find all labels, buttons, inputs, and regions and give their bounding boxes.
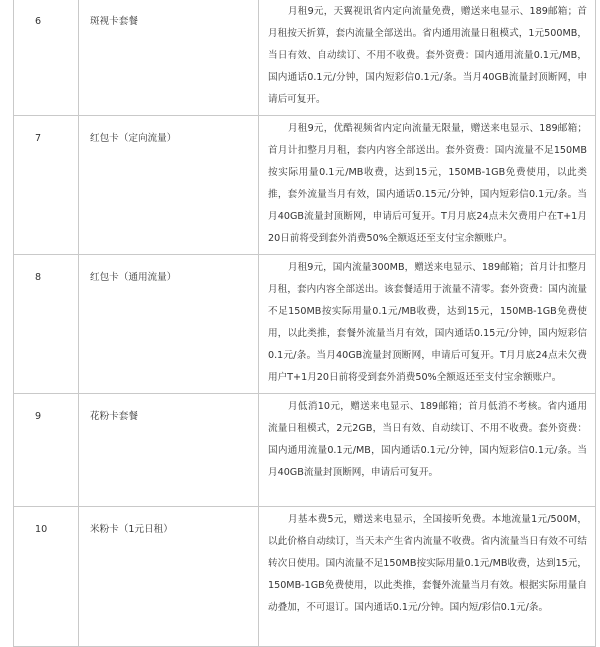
row-number: 10 (14, 507, 79, 647)
plan-name: 米粉卡（1元日租） (79, 507, 259, 647)
row-number: 6 (14, 0, 79, 116)
plan-description: 月基本费5元，赠送来电显示，全国接听免费。本地流量1元/500M，以此价格自动续订，当天未产生省内流量不收费。省内流量当日有效不可结转次日使用。国内流量不足150MB按实际用量0.1元/MB收费，达到15元，150MB-1GB免费使用，以此类推，套餐外流量当月有效。根据实际用量自动叠加，不可退订。国内通话0.1元/分钟。国内短/彩信0.1元/条。 (268, 514, 587, 613)
plan-name: 斑视卡套餐 (79, 0, 259, 116)
plan-table (13, 0, 596, 647)
row-number: 9 (14, 394, 79, 507)
table-row (14, 507, 596, 647)
plan-description-cell (259, 116, 596, 255)
table-row (14, 116, 596, 255)
plan-description-cell (259, 507, 596, 647)
row-number: 8 (14, 255, 79, 394)
plan-description-cell (259, 255, 596, 394)
plan-description: 月租9元，国内流量300MB，赠送来电显示、189邮箱；首月计扣整月月租，套内内容全部送出。该套餐适用于流量不清零。套外资费：国内流量不足150MB按实际用量0.1元/MB收费，达到15元，150MB-1GB免费使用，以此类推，套餐外流量当月有效，国内通话0.15元/分钟，国内短彩信0.1元/条。当月40GB流量封顶断网，申请后可复开。T月月底24点未欠费用户T+1月20日前将受到套外消费50%全额返还至支付宝余额账户。 (268, 262, 587, 383)
plan-name: 花粉卡套餐 (79, 394, 259, 507)
table-row (14, 0, 596, 116)
plan-description: 月租9元，优酷视频省内定向流量无限量，赠送来电显示、189邮箱；首月计扣整月月租，套内内容全部送出。套外资费：国内流量不足150MB按实际用量0.1元/MB收费，达到15元，150MB-1GB免费使用，以此类推，套外流量当月有效，国内通话0.15元/分钟，国内短彩信0.1元/条。当月40GB流量封顶断网，申请后可复开。T月月底24点未欠费用户在T+1月20日前将受到套外消费50%全额返还至支付宝余额账户。 (268, 123, 587, 244)
plan-description: 月低消10元，赠送来电显示、189邮箱；首月低消不考核。省内通用流量日租模式，2元2GB，当日有效、自动续订、不用不收费。套外资费：国内通用流量0.1元/MB，国内通话0.1元/分钟，国内短彩信0.1元/条。当月40GB流量封顶断网，申请后可复开。 (268, 401, 587, 478)
table-row (14, 255, 596, 394)
plan-name: 红包卡（定向流量） (79, 116, 259, 255)
row-number: 7 (14, 116, 79, 255)
plan-name: 红包卡（通用流量） (79, 255, 259, 394)
plan-description-cell (259, 394, 596, 507)
table-row (14, 394, 596, 507)
plan-description-cell (259, 0, 596, 116)
plan-description: 月租9元，天翼视讯省内定向流量免费，赠送来电显示、189邮箱；首月租按天折算，套内流量全部送出。省内通用流量日租模式，1元500MB，当日有效、自动续订、不用不收费。套外资费：国内通用流量0.1元/MB，国内通话0.1元/分钟，国内短彩信0.1元/条。当月40GB流量封顶断网，申请后可复开。 (268, 6, 587, 105)
